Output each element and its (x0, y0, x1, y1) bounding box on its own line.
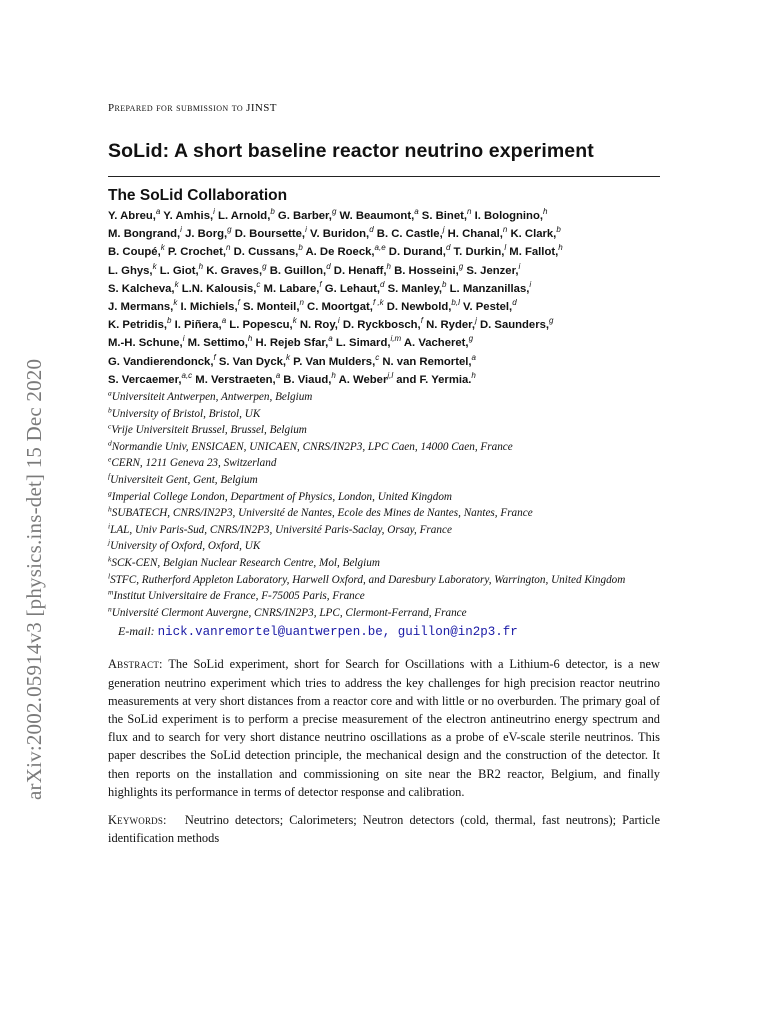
author-line: M.-H. Schune,$^i$ M. Settimo,$^h$ H. Rejeb Sfar,$^a$ L. Simard,$^{i,m}$ A. Vacheret,$^g$ (108, 334, 474, 350)
contact-email (108, 624, 660, 639)
affiliation-item (108, 605, 660, 622)
affiliation-text: STFC, Rutherford Appleton Laboratory, Harwell Oxford, and Daresbury Laboratory, Warrington, United Kingdom (110, 573, 626, 586)
author-line: K. Petridis,$^b$ I. Piñera,$^a$ L. Popescu,$^k$ N. Roy,$^i$ D. Ryckbosch,$^f$ N. Ryder,$^j$ D. Saunders,$^g$ (108, 316, 554, 332)
keywords-text: Neutrino detectors; Calorimeters; Neutron detectors (cold, thermal, fast neutrons); Particle identification methods (108, 812, 664, 846)
affiliation-item (108, 472, 660, 489)
email-links[interactable]: nick.vanremortel@uantwerpen.be, guillon@in2p3.fr (157, 625, 518, 640)
affiliation-marker: l (108, 570, 111, 580)
submission-note: Prepared for submission to JINST (108, 102, 277, 114)
title-rule (108, 176, 660, 177)
affiliation-item (108, 588, 660, 605)
affiliation-marker: a (108, 388, 112, 398)
affiliation-marker: c (108, 421, 112, 431)
affiliation-item (108, 439, 660, 456)
affiliation-marker: m (108, 587, 114, 597)
affiliation-marker: g (108, 487, 112, 497)
affiliation-item (108, 389, 660, 406)
affiliation-item (108, 555, 660, 572)
affiliation-text: CERN, 1211 Geneva 23, Switzerland (111, 457, 277, 470)
affiliation-text: University of Bristol, Bristol, UK (111, 407, 261, 420)
keywords (108, 811, 664, 847)
affiliation-marker: h (108, 504, 112, 514)
affiliation-marker: j (108, 537, 111, 547)
affiliation-item (108, 422, 660, 439)
affiliation-text: Institut Universitaire de France, F-75005 Paris, France (113, 590, 365, 603)
affiliation-marker: f (108, 471, 111, 481)
author-line: S. Kalcheva,$^k$ L.N. Kalousis,$^c$ M. Labare,$^f$ G. Lehaut,$^d$ S. Manley,$^b$ L. Manzanillas,$^i$ (108, 280, 532, 295)
affiliation-text: Vrije Universiteit Brussel, Brussel, Belgium (111, 424, 307, 437)
affiliation-text: SCK-CEN, Belgian Nuclear Research Centre, Mol, Belgium (111, 556, 380, 569)
email-label: E-mail: (118, 624, 155, 639)
affiliation-marker: k (108, 554, 112, 564)
affiliation-text: LAL, Univ Paris-Sud, CNRS/IN2P3, Université Paris-Saclay, Orsay, France (110, 523, 452, 536)
affiliation-text: Universiteit Gent, Gent, Belgium (110, 474, 258, 486)
affiliation-marker: b (108, 404, 112, 414)
affiliation-text: SUBATECH, CNRS/IN2P3, Université de Nantes, Ecole des Mines de Nantes, Nantes, France (111, 507, 533, 520)
affiliation-marker: d (108, 438, 112, 448)
author-line: M. Bongrand,$^i$ J. Borg,$^g$ D. Boursette,$^i$ V. Buridon,$^d$ B. C. Castle,$^j$ H. Chanal,$^n$ K. Clark,$^b$ (108, 225, 561, 241)
abstract-label: Abstract: (108, 657, 163, 672)
paper-title: SoLid: A short baseline reactor neutrino experiment (108, 140, 594, 162)
affiliation-text: Université Clermont Auvergne, CNRS/IN2P3, LPC, Clermont-Ferrand, France (111, 606, 467, 619)
author-line: B. Coupé,$^k$ P. Crochet,$^n$ D. Cussans,$^b$ A. De Roeck,$^{a,e}$ D. Durand,$^d$ T. Durkin,$^l$ M. Fallot,$^h$ (108, 243, 563, 259)
affiliation-text: Imperial College London, Department of Physics, London, United Kingdom (111, 490, 453, 503)
affiliation-list (108, 389, 660, 621)
abstract (108, 655, 660, 801)
author-line: L. Ghys,$^k$ L. Giot,$^h$ K. Graves,$^g$ B. Guillon,$^d$ D. Henaff,$^h$ B. Hosseini,$^g$ S. Jenzer,$^i$ (108, 261, 521, 277)
affiliation-text: Universiteit Antwerpen, Antwerpen, Belgium (111, 391, 313, 404)
affiliation-item (108, 538, 660, 555)
affiliation-text: Normandie Univ, ENSICAEN, UNICAEN, CNRS/IN2P3, LPC Caen, 14000 Caen, France (111, 440, 513, 453)
author-line: G. Vandierendonck,$^f$ S. Van Dyck,$^k$ P. Van Mulders,$^c$ N. van Remortel,$^a$ (108, 352, 476, 368)
affiliation-item (108, 572, 660, 589)
affiliation-marker: i (108, 521, 111, 531)
author-line: J. Mermans,$^k$ I. Michiels,$^f$ S. Monteil,$^n$ C. Moortgat,$^{f ,k}$ D. Newbold,$^{b,l}$ V. Pestel,$^d$ (108, 298, 517, 314)
author-line: S. Vercaemer,$^{a,c}$ M. Verstraeten,$^a$ B. Viaud,$^h$ A. Weber$^{j,l}$ and F. Yermia.$^h$ (108, 371, 476, 386)
affiliation-text: University of Oxford, Oxford, UK (110, 540, 261, 553)
author-list (108, 207, 660, 389)
affiliation-item (108, 489, 660, 506)
affiliation-marker: n (108, 604, 112, 614)
paper-first-page (108, 102, 664, 847)
collaboration-heading: The SoLid Collaboration (108, 187, 288, 204)
abstract-text: The SoLid experiment, short for Search for Oscillations with a Lithium-6 detector, is a new generation neutrino experiment which tries to address the key challenges for high precision reactor neutrino measurements at very short distances from a reactor core and with little or no overburden. The primary goal of the SoLid experiment is to perform a precise measurement of the electron antineutrino energy spectrum and flux and to search for very short distance neutrino oscillations as a probe of eV-scale sterile neutrinos. This paper describes the SoLid detection principle, the mechanical design and the construction of the detector. It then reports on the installation and commissioning on site near the BR2 reactor, Belgium, and finally highlights its performance in terms of detector response and calibration. (108, 657, 660, 799)
affiliation-item (108, 522, 660, 539)
affiliation-item (108, 505, 660, 522)
keywords-label: Keywords: (108, 812, 167, 827)
affiliation-item (108, 455, 660, 472)
author-line: Y. Abreu,$^a$ Y. Amhis,$^i$ L. Arnold,$^b$ G. Barber,$^g$ W. Beaumont,$^a$ S. Binet,$^n$ I. Bolognino,$^h$ (108, 207, 548, 222)
affiliation-marker: e (108, 454, 112, 464)
arxiv-identifier-stamp: arXiv:2002.05914v3 [physics.ins-det] 15 Dec 2020 (22, 358, 46, 800)
affiliation-item (108, 406, 660, 423)
